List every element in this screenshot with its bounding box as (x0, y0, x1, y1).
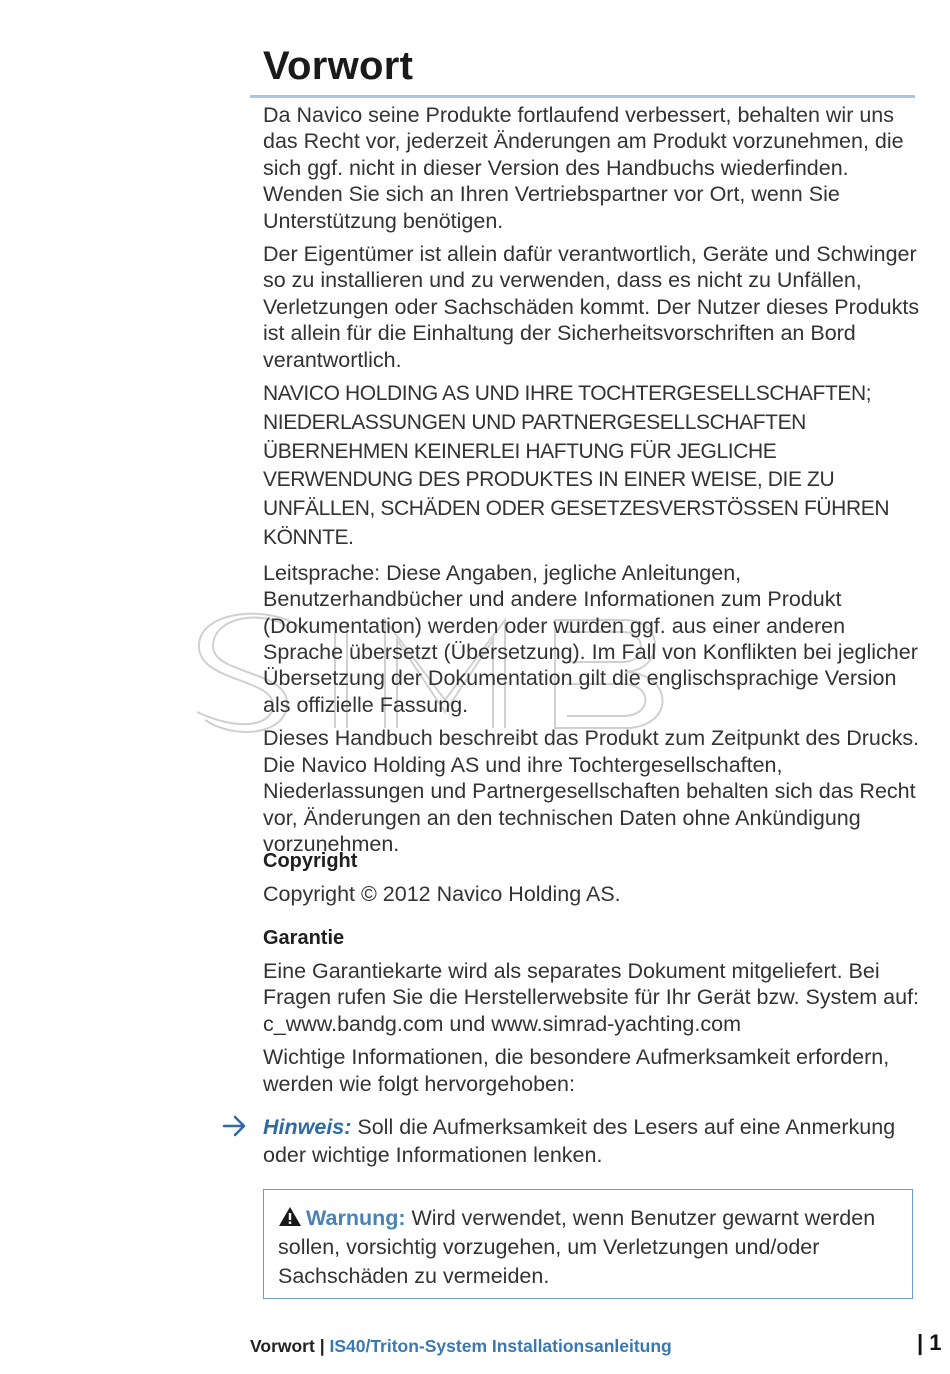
footer-separator: | (314, 1336, 330, 1356)
footer-section: Vorwort (250, 1336, 315, 1356)
arrow-right-icon (222, 1115, 248, 1137)
copyright-heading: Copyright (263, 850, 358, 872)
warning-triangle-icon (278, 1206, 302, 1227)
paragraph-manual-scope: Dieses Handbuch beschreibt das Produkt zum Zeitpunkt des Drucks. Die Navico Holding AS und ihre Tochtergesellschaften, Niederlassungen und Partnergesellschaften behalten sich das Recht vor, Änderungen an den technischen Daten ohne Ankündigung vorzunehmen. (263, 726, 920, 856)
page-title: Vorwort (263, 44, 414, 88)
warranty-heading: Garantie (263, 927, 345, 949)
copyright-text: Copyright © 2012 Navico Holding AS. (263, 882, 621, 906)
note-label: Hinweis: (263, 1115, 352, 1139)
warranty-text: Eine Garantiekarte wird als separates Dokument mitgeliefert. Bei Fragen rufen Sie die Herstellerwebsite für Ihr Gerät bzw. System auf: c_www.bandg.com und www.simrad-yachting.com (263, 959, 920, 1036)
warning-box (263, 1189, 913, 1299)
title-rule (250, 95, 915, 98)
note-callout (222, 1113, 922, 1169)
paragraph-liability-disclaimer: NAVICO HOLDING AS UND IHRE TOCHTERGESELLSCHAFTEN; NIEDERLASSUNGEN UND PARTNERGESELLSCHAFTEN ÜBERNEHMEN KEINERLEI HAFTUNG FÜR JEGLICHE VERWENDUNG DES PRODUKTES IN EINER WEISE, DIE ZU UNFÄLLEN, SCHÄDEN ODER GESETZESVERSTÖSSEN FÜHREN KÖNNTE. (263, 382, 890, 550)
highlight-intro: Wichtige Informationen, die besondere Aufmerksamkeit erfordern, werden wie folgt hervorgehoben: (263, 1045, 890, 1096)
preface-body (263, 102, 923, 864)
warning-label: Warnung: (306, 1206, 406, 1230)
watermark-text: SIMB (195, 600, 198, 601)
copyright-section (263, 850, 923, 914)
note-text: Soll die Aufmerksamkeit des Lesers auf eine Anmerkung oder wichtige Informationen lenken. (263, 1115, 896, 1167)
paragraph-owner-responsibility: Der Eigentümer ist allein dafür verantwortlich, Geräte und Schwinger so zu installieren und zu verwenden, dass es nicht zu Unfällen, Verletzungen oder Sachschäden kommt. Der Nutzer dieses Produkts ist allein für die Einhaltung der Sicherheitsvorschriften an Bord verantwortlich. (263, 242, 920, 372)
page-footer (250, 1336, 672, 1357)
warranty-section (263, 927, 923, 1104)
page-number: | 1 (917, 1330, 942, 1355)
paragraph-product-changes: Da Navico seine Produkte fortlaufend verbessert, behalten wir uns das Recht vor, jederzeit Änderungen am Produkt vorzunehmen, die sich ggf. nicht in dieser Version des Handbuchs wiederfinden. Wenden Sie sich an Ihren Vertriebspartner vor Ort, wenn Sie Unterstützung benötigen. (263, 103, 904, 233)
footer-manual-title: IS40/Triton-System Installationsanleitung (329, 1336, 672, 1356)
warning-text: Wird verwendet, wenn Benutzer gewarnt werden sollen, vorsichtig vorzugehen, um Verletzungen und/oder Sachschäden zu vermeiden. (278, 1206, 876, 1288)
paragraph-governing-language: Leitsprache: Diese Angaben, jegliche Anleitungen, Benutzerhandbücher und andere Informationen zum Produkt (Dokumentation) werden oder wurden ggf. aus einer anderen Sprache übersetzt (Übersetzung). Im Fall von Konflikten bei jeglicher Übersetzung der Dokumentation gilt die englischsprachige Version als offizielle Fassung. (263, 560, 918, 717)
